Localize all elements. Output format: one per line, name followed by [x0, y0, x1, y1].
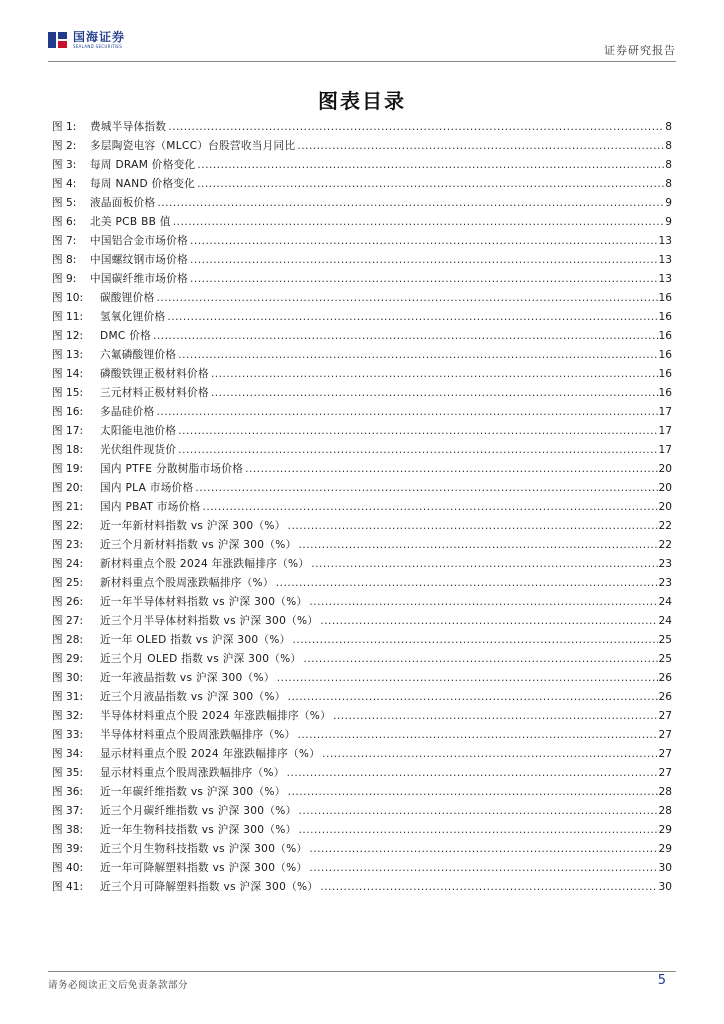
toc-dot-leader [288, 520, 658, 532]
toc-entry-label: 三元材料正极材料价格 [100, 387, 209, 399]
toc-entry-page: 25 [658, 634, 672, 646]
toc-entry-number: 图 17: [52, 425, 84, 437]
toc-entry-page: 13 [658, 273, 672, 285]
toc-dot-leader [156, 406, 657, 418]
toc-entry-page: 17 [658, 425, 672, 437]
toc-entry-label: 显示材料重点个股周涨跌幅排序（%） [100, 767, 285, 779]
toc-entry-label: 国内 PBAT 市场价格 [100, 501, 201, 513]
toc-entry-number: 图 36: [52, 786, 84, 798]
toc-entry-page: 26 [658, 691, 672, 703]
page-header [48, 30, 676, 60]
toc-dot-leader [157, 197, 664, 209]
toc-entry-label: 磷酸铁锂正极材料价格 [100, 368, 209, 380]
toc-entry-page: 9 [665, 216, 672, 228]
toc-entry-number: 图 35: [52, 767, 84, 779]
toc-entry-page: 29 [658, 843, 672, 855]
toc-entry[interactable] [52, 176, 672, 195]
toc-entry-label: 国内 PLA 市场价格 [100, 482, 194, 494]
toc-dot-leader [178, 444, 657, 456]
toc-entry[interactable] [52, 214, 672, 233]
toc-entry-page: 16 [658, 368, 672, 380]
toc-entry-number: 图 12: [52, 330, 84, 342]
toc-entry-label: 近一年碳纤维指数 vs 沪深 300（%） [100, 786, 286, 798]
toc-entry-number: 图 20: [52, 482, 84, 494]
toc-entry-label: 近三个月碳纤维指数 vs 沪深 300（%） [100, 805, 297, 817]
toc-entry-number: 图 30: [52, 672, 84, 684]
toc-entry-page: 13 [658, 254, 672, 266]
toc-dot-leader [197, 178, 664, 190]
toc-dot-leader [211, 368, 658, 380]
toc-dot-leader [168, 121, 664, 133]
toc-dot-leader [320, 615, 657, 627]
toc-entry-page: 28 [658, 786, 672, 798]
toc-dot-leader [333, 710, 657, 722]
toc-entry[interactable] [52, 328, 672, 347]
toc-entry-number: 图 7: [52, 235, 77, 247]
toc-entry-number: 图 10: [52, 292, 84, 304]
toc-entry[interactable] [52, 195, 672, 214]
toc-entry-label: 每周 DRAM 价格变化 [90, 159, 196, 171]
toc-entry[interactable] [52, 404, 672, 423]
toc-entry-label: 费城半导体指数 [90, 121, 167, 133]
toc-entry-label: 半导体材料重点个股 2024 年涨跌幅排序（%） [100, 710, 332, 722]
toc-dot-leader [156, 292, 657, 304]
toc-entry[interactable] [52, 689, 672, 708]
toc-entry-number: 图 38: [52, 824, 84, 836]
toc-entry-label: 中国螺纹钢市场价格 [90, 254, 189, 266]
toc-dot-leader [245, 463, 657, 475]
toc-entry-page: 22 [658, 520, 672, 532]
toc-entry[interactable] [52, 556, 672, 575]
toc-entry-label: 液晶面板价格 [90, 197, 156, 209]
toc-entry[interactable] [52, 499, 672, 518]
toc-entry-number: 图 25: [52, 577, 84, 589]
toc-entry[interactable] [52, 727, 672, 746]
toc-entry-number: 图 40: [52, 862, 84, 874]
toc-entry-number: 图 27: [52, 615, 84, 627]
toc-entry-label: 近三个月生物科技指数 vs 沪深 300（%） [100, 843, 308, 855]
toc-entry-label: 碳酸锂价格 [100, 292, 155, 304]
page-title: 图表目录 [318, 89, 406, 113]
toc-entry[interactable] [52, 480, 672, 499]
footer-divider [48, 971, 676, 972]
toc-entry-label: 显示材料重点个股 2024 年涨跌幅排序（%） [100, 748, 321, 760]
toc-entry-label: 近一年新材料指数 vs 沪深 300（%） [100, 520, 286, 532]
toc-entry-page: 16 [658, 387, 672, 399]
toc-dot-leader [190, 235, 657, 247]
toc-entry-label: 近一年可降解塑料指数 vs 沪深 300（%） [100, 862, 308, 874]
toc-entry[interactable] [52, 518, 672, 537]
toc-entry-page: 8 [665, 159, 672, 171]
toc-entry[interactable] [52, 385, 672, 404]
toc-entry[interactable] [52, 423, 672, 442]
toc-entry[interactable] [52, 119, 672, 138]
toc-entry[interactable] [52, 271, 672, 290]
toc-entry-number: 图 4: [52, 178, 77, 190]
toc-dot-leader [293, 634, 658, 646]
toc-entry-number: 图 11: [52, 311, 84, 323]
toc-entry[interactable] [52, 841, 672, 860]
toc-entry-number: 图 5: [52, 197, 77, 209]
toc-entry-page: 16 [658, 349, 672, 361]
toc-entry-page: 27 [658, 748, 672, 760]
toc-entry-label: 近三个月液晶指数 vs 沪深 300（%） [100, 691, 286, 703]
toc-entry-label: 近三个月 OLED 指数 vs 沪深 300（%） [100, 653, 302, 665]
toc-entry-label: 太阳能电池价格 [100, 425, 177, 437]
report-type-label: 证券研究报告 [604, 44, 676, 57]
toc-entry-page: 27 [658, 710, 672, 722]
toc-entry-number: 图 32: [52, 710, 84, 722]
toc-entry-page: 22 [658, 539, 672, 551]
toc-entry[interactable] [52, 594, 672, 613]
figure-list [52, 119, 672, 898]
toc-entry[interactable] [52, 233, 672, 252]
toc-entry-page: 24 [658, 596, 672, 608]
toc-entry-label: 近一年半导体材料指数 vs 沪深 300（%） [100, 596, 308, 608]
toc-dot-leader [202, 501, 657, 513]
toc-entry[interactable] [52, 613, 672, 632]
toc-entry-label: DMC 价格 [100, 330, 152, 342]
toc-entry[interactable] [52, 366, 672, 385]
toc-dot-leader [197, 159, 664, 171]
logo-name-cn: 国海证券 [73, 30, 126, 44]
toc-entry-number: 图 19: [52, 463, 84, 475]
toc-entry-number: 图 33: [52, 729, 84, 741]
toc-entry-label: 近一年液晶指数 vs 沪深 300（%） [100, 672, 275, 684]
company-logo [48, 30, 125, 50]
toc-entry-number: 图 37: [52, 805, 84, 817]
toc-entry-label: 近三个月可降解塑料指数 vs 沪深 300（%） [100, 881, 319, 893]
toc-dot-leader [153, 330, 657, 342]
toc-dot-leader [311, 558, 657, 570]
toc-entry-label: 近三个月新材料指数 vs 沪深 300（%） [100, 539, 297, 551]
toc-dot-leader [298, 729, 658, 741]
toc-entry-number: 图 21: [52, 501, 84, 513]
toc-dot-leader [288, 786, 658, 798]
toc-dot-leader [195, 482, 657, 494]
toc-entry-page: 28 [658, 805, 672, 817]
toc-entry-number: 图 3: [52, 159, 77, 171]
toc-entry[interactable] [52, 138, 672, 157]
toc-entry-label: 多层陶瓷电容（MLCC）台股营收当月同比 [90, 140, 296, 152]
toc-entry-label: 近一年 OLED 指数 vs 沪深 300（%） [100, 634, 291, 646]
toc-entry-number: 图 6: [52, 216, 77, 228]
toc-entry-number: 图 31: [52, 691, 84, 703]
toc-entry-label: 近三个月半导体材料指数 vs 沪深 300（%） [100, 615, 319, 627]
toc-dot-leader [309, 843, 657, 855]
toc-entry[interactable] [52, 442, 672, 461]
toc-entry[interactable] [52, 784, 672, 803]
toc-entry-label: 近一年生物科技指数 vs 沪深 300（%） [100, 824, 297, 836]
page-number: 5 [657, 973, 666, 988]
toc-entry-page: 8 [665, 140, 672, 152]
toc-entry-page: 17 [658, 406, 672, 418]
toc-entry-page: 30 [658, 862, 672, 874]
toc-entry-number: 图 39: [52, 843, 84, 855]
toc-entry[interactable] [52, 347, 672, 366]
toc-entry[interactable] [52, 708, 672, 727]
toc-entry-page: 24 [658, 615, 672, 627]
toc-entry-number: 图 8: [52, 254, 77, 266]
toc-dot-leader [211, 387, 658, 399]
toc-entry-number: 图 1: [52, 121, 77, 133]
toc-entry[interactable] [52, 746, 672, 765]
toc-entry-page: 30 [658, 881, 672, 893]
toc-entry-number: 图 23: [52, 539, 84, 551]
toc-entry-number: 图 26: [52, 596, 84, 608]
toc-entry-label: 氢氧化锂价格 [100, 311, 166, 323]
toc-entry[interactable] [52, 537, 672, 556]
toc-dot-leader [190, 273, 657, 285]
toc-entry[interactable] [52, 157, 672, 176]
toc-entry-page: 20 [658, 501, 672, 513]
toc-entry-number: 图 24: [52, 558, 84, 570]
toc-entry-label: 每周 NAND 价格变化 [90, 178, 196, 190]
toc-entry[interactable] [52, 860, 672, 879]
toc-entry-page: 29 [658, 824, 672, 836]
toc-entry-label: 中国碳纤维市场价格 [90, 273, 189, 285]
toc-entry-page: 27 [658, 767, 672, 779]
toc-entry-number: 图 9: [52, 273, 77, 285]
toc-entry[interactable] [52, 651, 672, 670]
toc-entry-label: 新材料重点个股周涨跌幅排序（%） [100, 577, 274, 589]
toc-entry-label: 新材料重点个股 2024 年涨跌幅排序（%） [100, 558, 310, 570]
toc-entry-page: 23 [658, 577, 672, 589]
toc-entry[interactable] [52, 575, 672, 594]
toc-entry[interactable] [52, 632, 672, 651]
toc-entry[interactable] [52, 290, 672, 309]
toc-entry[interactable] [52, 461, 672, 480]
toc-dot-leader [299, 805, 658, 817]
toc-dot-leader [303, 653, 657, 665]
logo-name-en: SEALAND SECURITIES [73, 44, 123, 49]
toc-entry[interactable] [52, 879, 672, 898]
toc-entry-number: 图 18: [52, 444, 84, 456]
toc-entry-number: 图 34: [52, 748, 84, 760]
toc-entry-page: 16 [658, 292, 672, 304]
toc-dot-leader [178, 425, 657, 437]
toc-entry[interactable] [52, 309, 672, 328]
footer-disclaimer: 请务必阅读正文后免责条款部分 [48, 980, 189, 991]
logo-mark-icon [48, 30, 68, 50]
toc-entry-label: 北美 PCB BB 值 [90, 216, 171, 228]
toc-entry-page: 26 [658, 672, 672, 684]
toc-dot-leader [309, 596, 657, 608]
toc-entry-page: 25 [658, 653, 672, 665]
toc-entry-page: 8 [665, 178, 672, 190]
toc-entry-page: 27 [658, 729, 672, 741]
toc-dot-leader [287, 767, 658, 779]
toc-dot-leader [178, 349, 657, 361]
toc-dot-leader [277, 672, 658, 684]
toc-entry-label: 多晶硅价格 [100, 406, 155, 418]
toc-entry-number: 图 29: [52, 653, 84, 665]
toc-entry[interactable] [52, 803, 672, 822]
toc-entry-number: 图 41: [52, 881, 84, 893]
toc-dot-leader [173, 216, 664, 228]
toc-dot-leader [276, 577, 658, 589]
toc-entry-page: 16 [658, 311, 672, 323]
toc-entry[interactable] [52, 765, 672, 784]
toc-dot-leader [297, 140, 664, 152]
toc-entry-number: 图 28: [52, 634, 84, 646]
toc-entry-label: 国内 PTFE 分散树脂市场价格 [100, 463, 244, 475]
toc-entry-number: 图 2: [52, 140, 77, 152]
toc-entry-page: 13 [658, 235, 672, 247]
toc-entry-number: 图 13: [52, 349, 84, 361]
toc-dot-leader [309, 862, 657, 874]
toc-entry-number: 图 14: [52, 368, 84, 380]
toc-entry-page: 17 [658, 444, 672, 456]
toc-dot-leader [299, 539, 658, 551]
toc-entry-page: 20 [658, 463, 672, 475]
toc-entry-number: 图 22: [52, 520, 84, 532]
toc-dot-leader [288, 691, 658, 703]
toc-entry-page: 23 [658, 558, 672, 570]
toc-entry-label: 光伏组件现货价 [100, 444, 177, 456]
toc-dot-leader [322, 748, 657, 760]
toc-entry-page: 16 [658, 330, 672, 342]
toc-entry-page: 20 [658, 482, 672, 494]
toc-entry-label: 六氟磷酸锂价格 [100, 349, 177, 361]
toc-entry-label: 半导体材料重点个股周涨跌幅排序（%） [100, 729, 296, 741]
toc-entry[interactable] [52, 252, 672, 271]
toc-entry-page: 8 [665, 121, 672, 133]
toc-dot-leader [190, 254, 657, 266]
toc-dot-leader [167, 311, 657, 323]
header-divider [48, 61, 676, 62]
toc-dot-leader [299, 824, 658, 836]
toc-entry-page: 9 [665, 197, 672, 209]
toc-dot-leader [320, 881, 657, 893]
toc-entry-number: 图 16: [52, 406, 84, 418]
toc-entry-number: 图 15: [52, 387, 84, 399]
toc-entry[interactable] [52, 670, 672, 689]
toc-entry-label: 中国铝合金市场价格 [90, 235, 189, 247]
toc-entry[interactable] [52, 822, 672, 841]
